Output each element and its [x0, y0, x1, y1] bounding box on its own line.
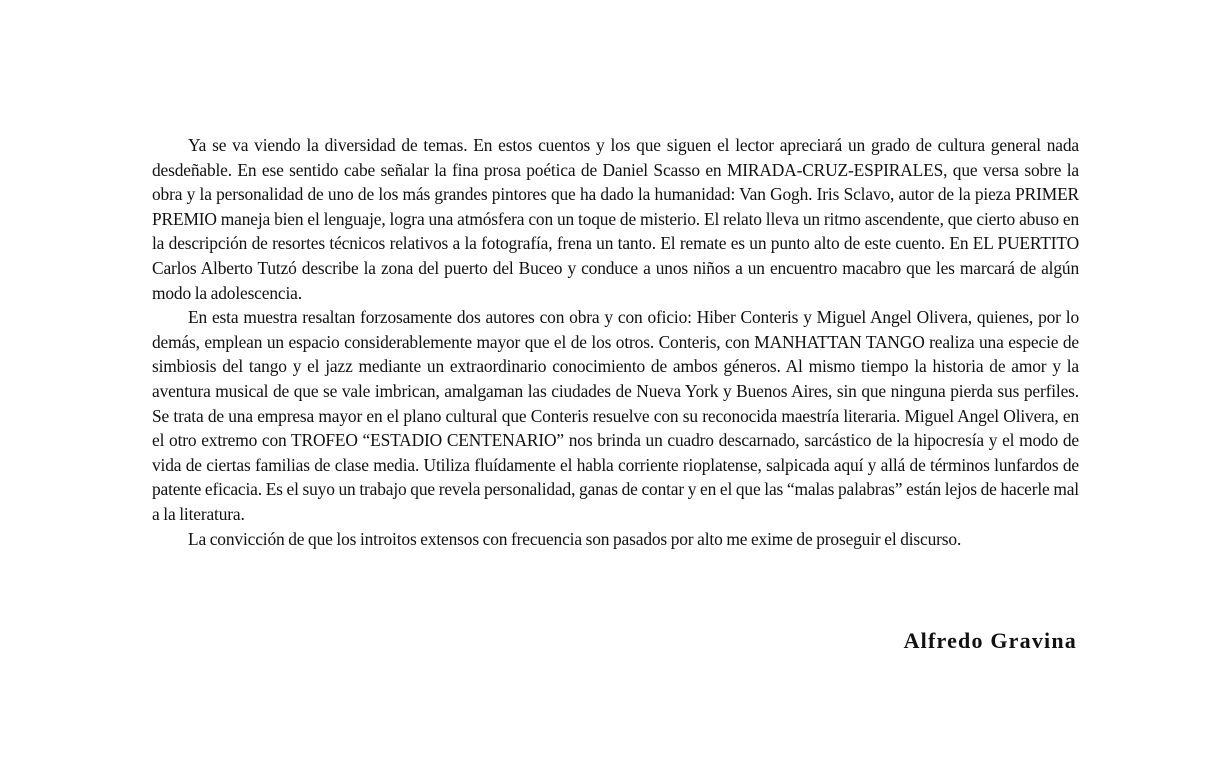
paragraph-2: En esta muestra resaltan forzosamente dos autores con obra y con oficio: Hiber Conteris y Miguel Angel Olivera, quienes, por lo demás, emplean un espacio considerablemente mayor que el de los otros. Conteris, con MANHATTAN TANGO realiza una especie de simbiosis del tango y el jazz mediante un extraordinario conocimiento de ambos géneros. Al mismo tiempo la historia de amor y la aventura musical de que se vale imbrican, amalgaman las ciudades de Nueva York y Buenos Aires, sin que ninguna pierda sus perfiles. Se trata de una empresa mayor en el plano cultural que Conteris resuelve con su reconocida maestría literaria. Miguel Angel Olivera, en el otro extremo con TROFEO “ESTADIO CENTENARIO” nos brinda un cuadro descarnado, sarcástico de la hipocresía y el modo de vida de ciertas familias de clase media. Utiliza fluídamente el habla corriente rioplatense, salpicada aquí y allá de términos lunfardos de patente eficacia. Es el suyo un trabajo que revela personalidad, ganas de contar y en el que las “malas palabras” están lejos de hacerle mal a la literatura. — [152, 307, 1079, 524]
document-body — [152, 133, 1079, 551]
paragraph-3: La convicción de que los introitos extensos con frecuencia son pasados por alto me exime de proseguir el discurso. — [188, 528, 962, 549]
author-signature: Alfredo Gravina — [903, 628, 1077, 653]
paragraph-1: Ya se va viendo la diversidad de temas. En estos cuentos y los que siguen el lector apreciará un grado de cultura general nada desdeñable. En ese sentido cabe señalar la fina prosa poética de Daniel Scasso en MIRADA-CRUZ-ESPIRALES, que versa sobre la obra y la personalidad de uno de los más grandes pintores que ha dado la humanidad: Van Gogh. Iris Sclavo, autor de la pieza PRIMER PREMIO maneja bien el lenguaje, logra una atmósfera con un toque de misterio. El relato lleva un ritmo ascendente, que cierto abuso en la descripción de resortes técnicos relativos a la fotografía, frena un tanto. El remate es un punto alto de este cuento. En EL PUERTITO Carlos Alberto Tutzó describe la zona del puerto del Buceo y conduce a unos niños a un encuentro macabro que les marcará de algún modo la adolescencia. — [152, 135, 1079, 303]
